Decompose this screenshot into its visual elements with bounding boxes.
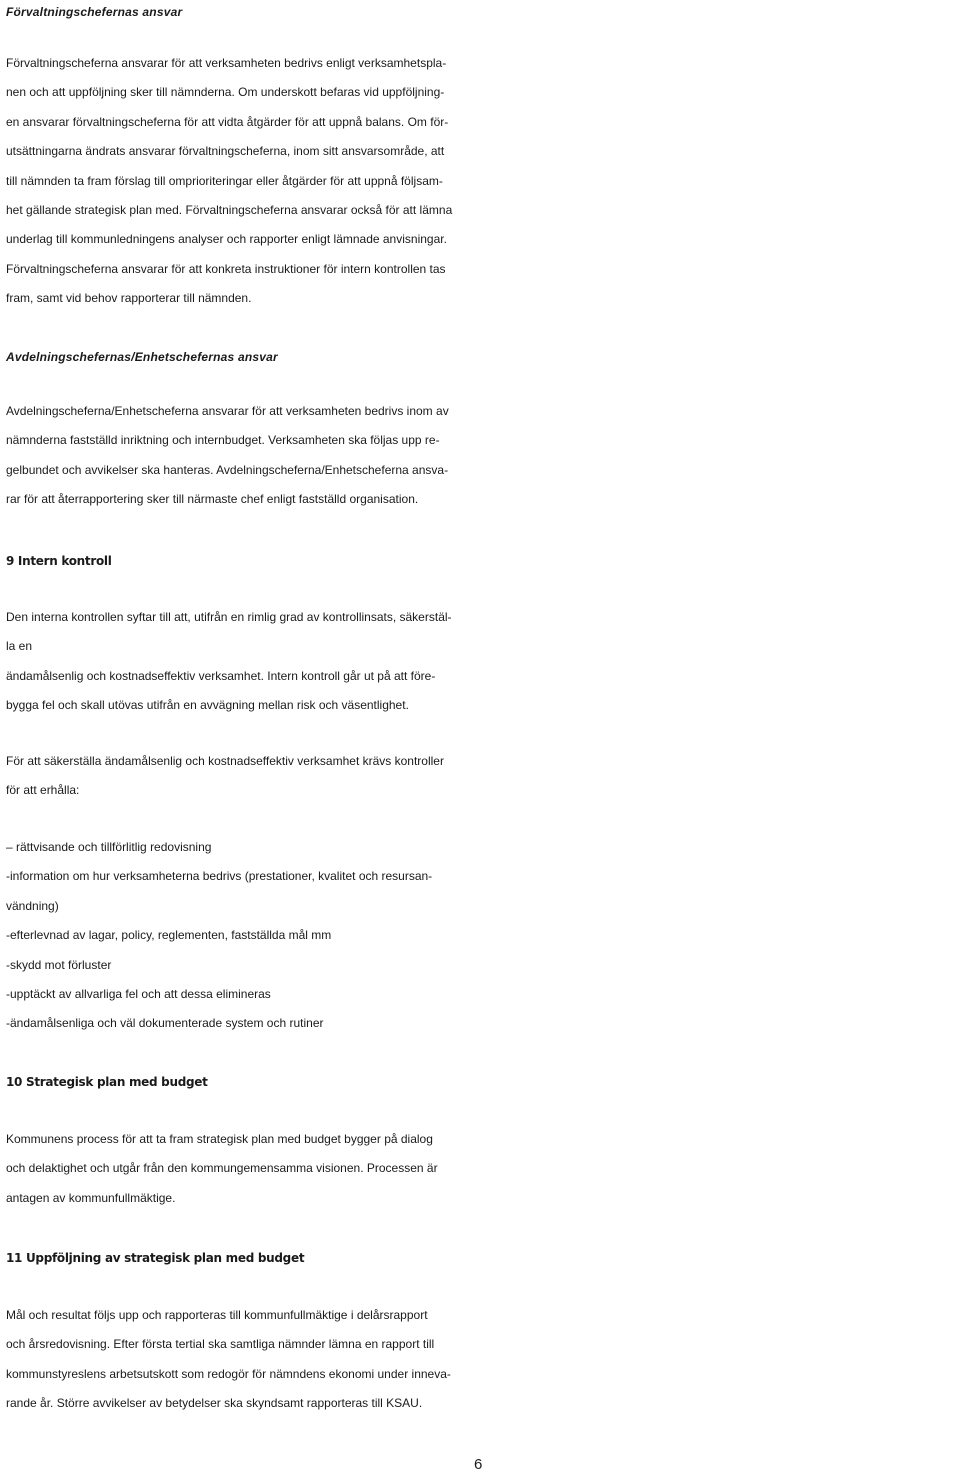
paragraph-forvaltning (6, 49, 954, 314)
list-item: vändning) (6, 898, 59, 913)
text-line: antagen av kommunfullmäktige. (6, 1190, 176, 1205)
text-line: rar för att återrapportering sker till närmaste chef enligt fastställd organisation. (6, 492, 419, 507)
page-number: 6 (474, 1456, 483, 1473)
text-line: het gällande strategisk plan med. Förvaltningscheferna ansvarar också för att lämna (6, 202, 453, 217)
text-line: nen och att uppföljning sker till nämnderna. Om underskott befaras vid uppföljning- (6, 85, 445, 100)
text-line: för att erhålla: (6, 783, 80, 798)
heading-text: 10 Strategisk plan med budget (6, 1075, 208, 1089)
heading-text: 11 Uppföljning av strategisk plan med budget (6, 1251, 305, 1265)
control-list (6, 833, 954, 1039)
paragraph-intern-kontroll-2 (6, 747, 954, 806)
list-item: -ändamålsenliga och väl dokumenterade system och rutiner (6, 1016, 324, 1031)
heading-text: 9 Intern kontroll (6, 554, 112, 568)
list-item: -upptäckt av allvarliga fel och att dessa elimineras (6, 986, 271, 1001)
text-line: underlag till kommunledningens analyser och rapporter enligt lämnade anvisningar. (6, 232, 447, 247)
paragraph-avdelning (6, 397, 954, 515)
text-line: utsättningarna ändrats ansvarar förvaltningscheferna, inom sitt ansvarsområde, att (6, 144, 445, 159)
text-line: Förvaltningscheferna ansvarar för att verksamheten bedrivs enligt verksamhetspla- (6, 56, 447, 70)
text-line: Den interna kontrollen syftar till att, utifrån en rimlig grad av kontrollinsats, säkerstäl- (6, 610, 452, 624)
text-line: rande år. Större avvikelser av betydelser ska skyndsamt rapporteras till KSAU. (6, 1396, 423, 1411)
text-line: fram, samt vid behov rapporterar till nämnden. (6, 291, 252, 306)
paragraph-strategisk-plan (6, 1125, 954, 1213)
section-heading-forvaltning (6, 0, 954, 27)
text-line: För att säkerställa ändamålsenlig och kostnadseffektiv verksamhet krävs kontroller (6, 754, 444, 768)
paragraph-uppfoljning (6, 1301, 954, 1419)
text-line: och årsredovisning. Efter första tertial ska samtliga nämnder lämna en rapport till (6, 1337, 435, 1352)
text-line: Kommunens process för att ta fram strategisk plan med budget bygger på dialog (6, 1132, 433, 1146)
text-line: gelbundet och avvikelser ska hanteras. Avdelningscheferna/Enhetscheferna ansva- (6, 462, 449, 477)
section-heading-uppfoljning (6, 1242, 954, 1274)
text-line: Mål och resultat följs upp och rapporteras till kommunfullmäktige i delårsrapport (6, 1308, 428, 1322)
text-line: bygga fel och skall utövas utifrån en avvägning mellan risk och väsentlighet. (6, 698, 409, 713)
section-heading-strategisk-plan (6, 1066, 954, 1098)
heading-text: Förvaltningschefernas ansvar (6, 5, 183, 19)
text-line: nämnderna fastställd inriktning och internbudget. Verksamheten ska följas upp re- (6, 433, 440, 448)
section-heading-avdelning (6, 342, 954, 372)
text-line: en ansvarar förvaltningscheferna för att vidta åtgärder för att uppnå balans. Om för- (6, 114, 449, 129)
text-line: ändamålsenlig och kostnadseffektiv verksamhet. Intern kontroll går ut på att före- (6, 668, 436, 683)
heading-text: Avdelningschefernas/Enhetschefernas ansvar (6, 350, 278, 364)
list-item: -skydd mot förluster (6, 957, 112, 972)
paragraph-intern-kontroll-1 (6, 603, 954, 721)
list-item: – rättvisande och tillförlitlig redovisning (6, 840, 212, 854)
text-line: la en (6, 639, 33, 654)
list-item: -information om hur verksamheterna bedrivs (prestationer, kvalitet och resursan- (6, 869, 433, 884)
text-line: kommunstyreslens arbetsutskott som redogör för nämndens ekonomi under inneva- (6, 1366, 451, 1381)
text-line: till nämnden ta fram förslag till omprioriteringar eller åtgärder för att uppnå följsam- (6, 173, 443, 188)
section-heading-intern-kontroll (6, 545, 954, 577)
list-item: -efterlevnad av lagar, policy, reglementen, fastställda mål mm (6, 928, 332, 943)
text-line: Avdelningscheferna/Enhetscheferna ansvarar för att verksamheten bedrivs inom av (6, 404, 449, 418)
text-line: och delaktighet och utgår från den kommungemensamma visionen. Processen är (6, 1161, 438, 1176)
text-line: Förvaltningscheferna ansvarar för att konkreta instruktioner för intern kontrollen tas (6, 261, 446, 276)
